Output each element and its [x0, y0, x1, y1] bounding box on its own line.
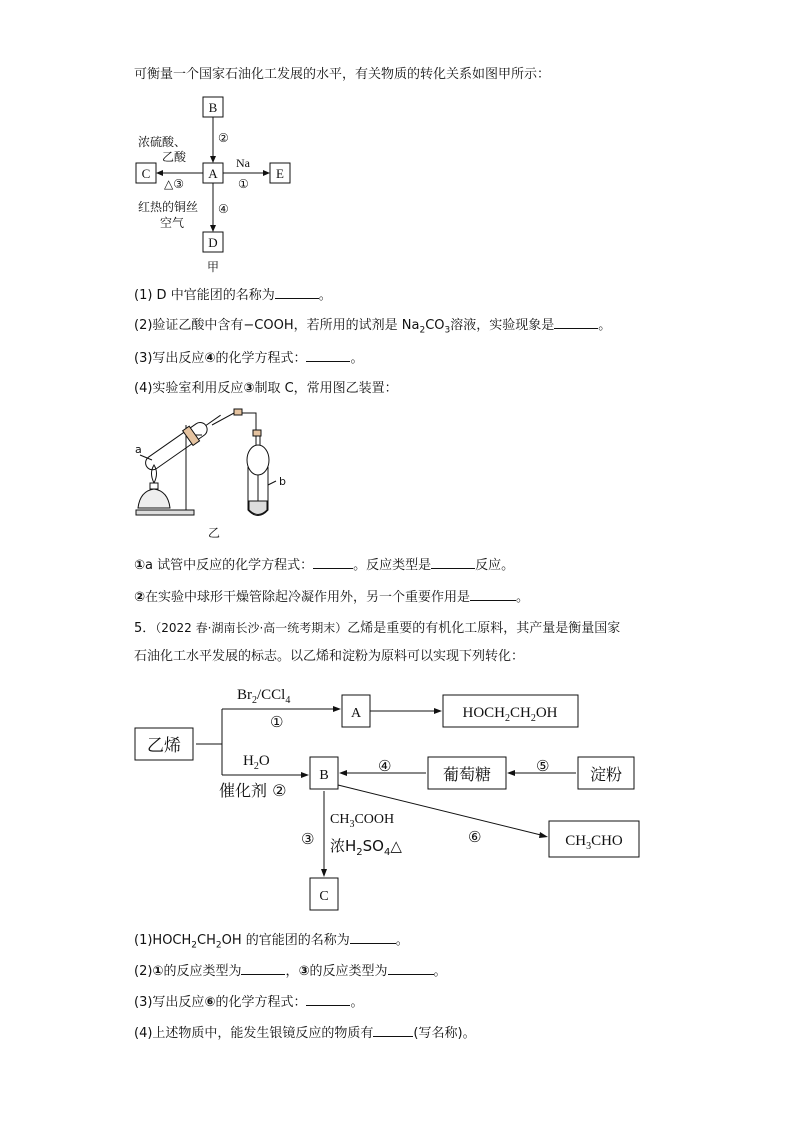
box-b5-label: B — [319, 768, 329, 783]
label-cond3-1: 浓硫酸、 — [138, 135, 187, 149]
label-b: b — [279, 475, 286, 488]
answer-blank[interactable] — [313, 556, 353, 569]
label-cond3-3: △③ — [164, 177, 184, 191]
label-cond3-2: 乙酸 — [162, 150, 187, 164]
label-r1: ① — [238, 177, 249, 191]
label-cond4-2: 空气 — [160, 216, 185, 230]
dianfen-label: 淀粉 — [589, 765, 623, 784]
q-drying-tube-role: ②在实验中球形干燥管除起冷凝作用外，另一个重要作用是 。 — [134, 590, 530, 605]
box-c5-label: C — [319, 889, 329, 904]
answer-blank[interactable] — [554, 316, 598, 329]
q5-p2: (2)①的反应类型为 ，③的反应类型为 。 — [134, 964, 447, 979]
q-d-functional-group: (1) D 中官能团的名称为 。 — [134, 288, 332, 303]
hoch2ch2oh-label: $HOCH_2CH_2OH$ — [462, 705, 558, 724]
q5-p1: $(1)HOCH_2CH_2OH$ 的官能团的名称为 。 — [134, 933, 409, 951]
label-c5: ⑤ — [536, 757, 550, 775]
label-c6: ⑥ — [468, 828, 482, 846]
q5-header: 5．（2022 春·湖南长沙·高一统考期末）乙烯是重要的有机化工原料，其产量是衡量国家 — [134, 621, 621, 636]
q5-header-line2: 石油化工水平发展的标志。以乙烯和淀粉为原料可以实现下列转化： — [134, 649, 525, 664]
answer-blank[interactable] — [373, 1024, 413, 1037]
answer-blank[interactable] — [431, 556, 475, 569]
q-a-tube-equation: ①a 试管中反应的化学方程式： 。反应类型是 反应。 — [134, 558, 515, 573]
answer-blank[interactable] — [350, 931, 396, 944]
box-e-label: E — [276, 166, 284, 181]
q5-p4: (4)上述物质中，能发生银镜反应的物质有 (写名称)。 — [134, 1026, 476, 1041]
box-b-label: B — [208, 100, 218, 115]
ch3cho-label: $CH_3CHO$ — [565, 833, 623, 852]
putaotang-label: 葡萄糖 — [442, 765, 492, 784]
answer-blank[interactable] — [306, 349, 350, 362]
h2o-label: $H_2O$ — [243, 753, 270, 772]
figure-yi-apparatus — [130, 405, 300, 545]
label-cond4-1: 红热的铜丝 — [138, 200, 199, 214]
figure-q5 — [0, 675, 794, 915]
label-c4: ④ — [378, 757, 392, 775]
answer-blank[interactable] — [306, 993, 350, 1006]
br2-ccl4-label: $Br_2/CCl_4$ — [237, 687, 291, 706]
q5-p3: (3)写出反应⑥的化学方程式： 。 — [134, 995, 364, 1010]
yixi-label: 乙烯 — [147, 736, 181, 756]
box-c-label: C — [141, 166, 151, 181]
cuihuaji-label: 催化剂 ② — [219, 781, 287, 800]
label-a: a — [135, 443, 142, 456]
intro-text: 可衡量一个国家石油化工发展的水平，有关物质的转化关系如图甲所示： — [134, 67, 551, 82]
label-r4: ④ — [218, 202, 229, 216]
caption-yi: 乙 — [208, 526, 221, 540]
label-r2: ② — [218, 131, 229, 145]
answer-blank[interactable] — [275, 286, 319, 299]
q-reaction4-equation: (3)写出反应④的化学方程式： 。 — [134, 351, 364, 366]
caption-jia: 甲 — [206, 260, 220, 274]
q-lab-apparatus: (4)实验室利用反应③制取 C，常用图乙装置： — [134, 381, 398, 396]
figure-jia — [130, 95, 300, 280]
label-c3: ③ — [301, 830, 315, 848]
q-verify-cooh: (2)验证乙酸中含有−COOH，若所用的试剂是 $Na_2CO_3$溶液，实验现象是 。 — [134, 318, 612, 336]
label-na: Na — [236, 156, 250, 170]
answer-blank[interactable] — [241, 962, 285, 975]
h2so4-label: 浓$H_2SO_4\triangle$ — [330, 837, 402, 858]
box-d-label: D — [208, 235, 218, 250]
answer-blank[interactable] — [470, 588, 516, 601]
ch3cooh-label: $CH_3COOH$ — [330, 812, 395, 830]
box-a-label: A — [208, 166, 218, 181]
label-c1: ① — [270, 713, 284, 731]
box-a5-label: A — [350, 706, 362, 721]
answer-blank[interactable] — [388, 962, 434, 975]
